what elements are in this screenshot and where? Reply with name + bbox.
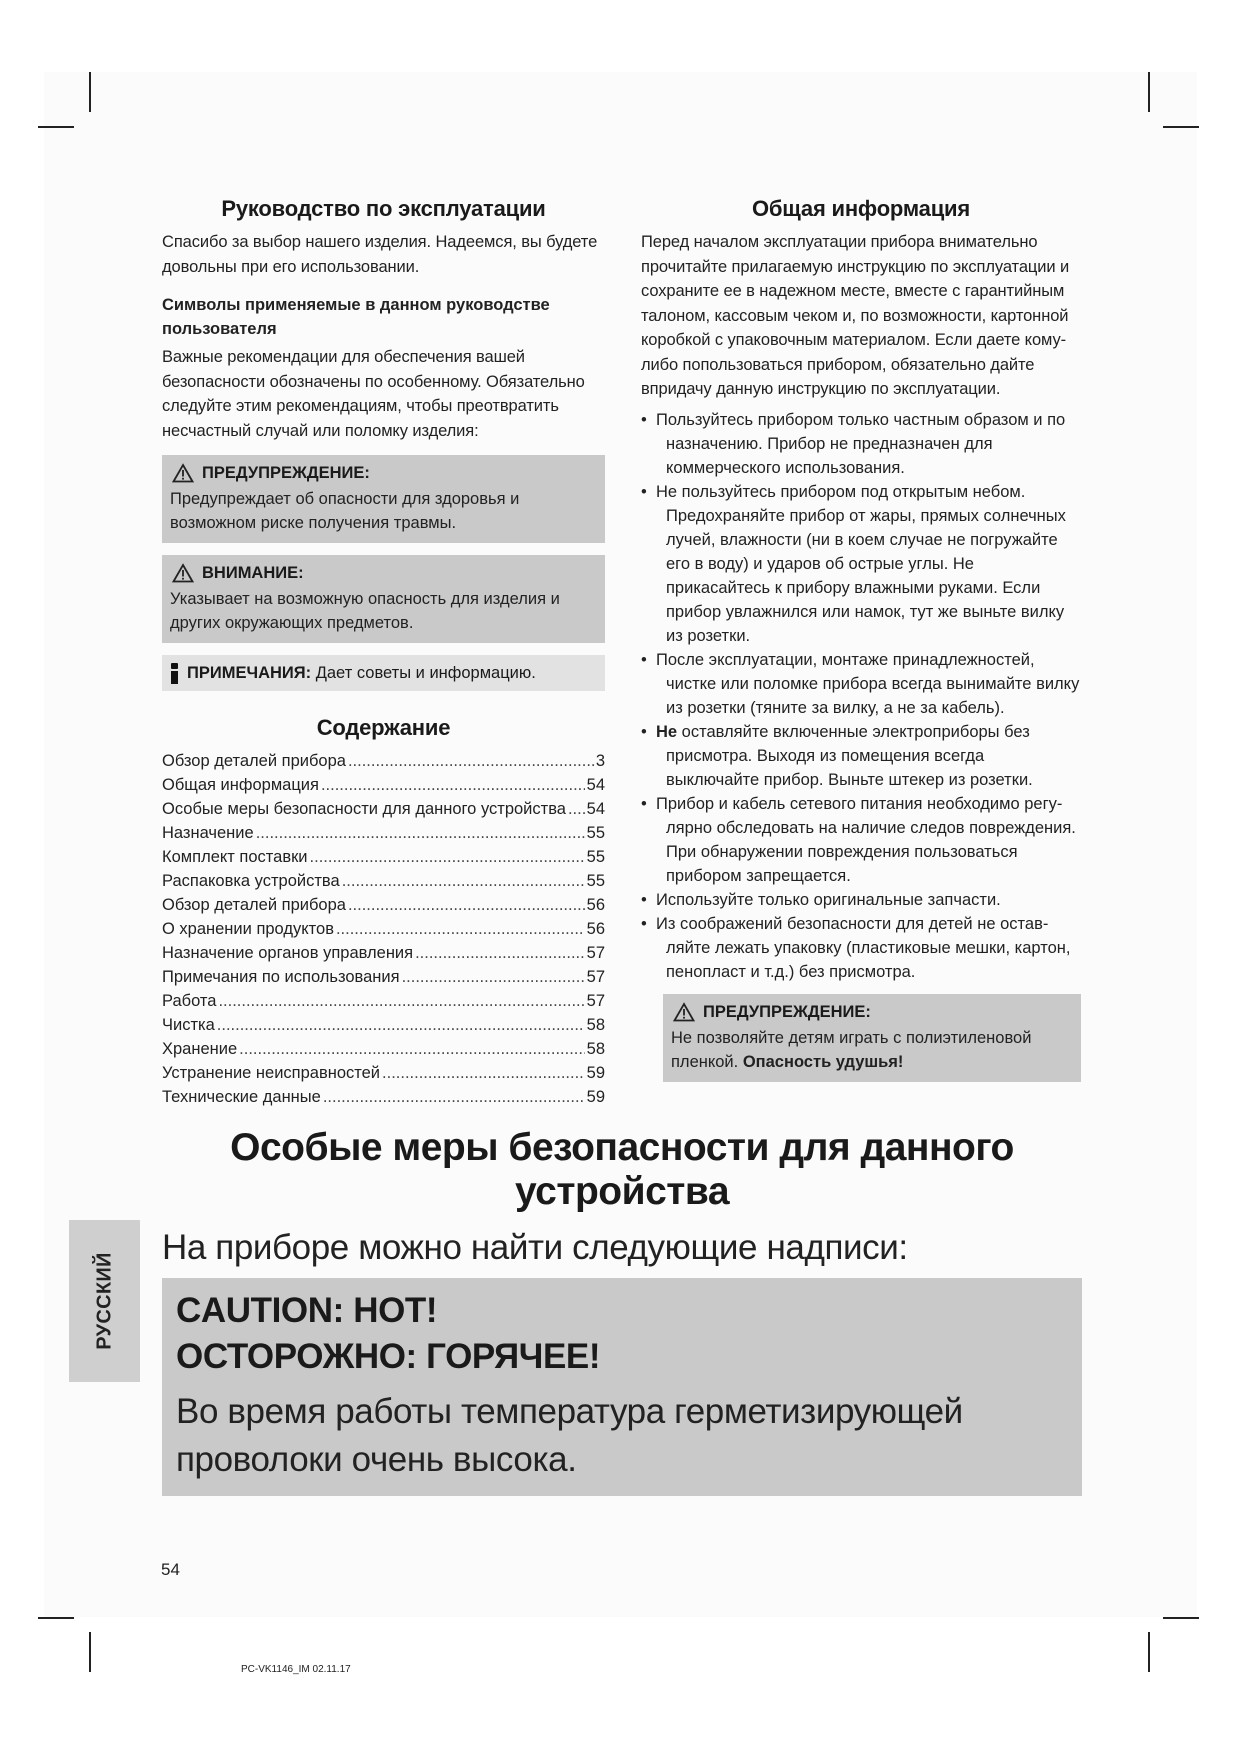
toc-row [162, 989, 605, 1013]
caution-en: CAUTION: HOT! [176, 1291, 438, 1330]
caution-hot-text: Во время работы температура герметизирующей проволоки очень высока. [176, 1392, 963, 1479]
toc-leader [348, 893, 585, 917]
language-label: РУССКИЙ [93, 1252, 115, 1350]
left-column [162, 196, 605, 1109]
toc-leader [336, 917, 585, 941]
general-info-title: Общая информация [752, 196, 970, 221]
right-warning-bold: Опасность удушья! [742, 1052, 904, 1071]
symbols-heading: Символы применяемые в данном руководстве пользователя [162, 296, 550, 338]
toc-leader [342, 869, 585, 893]
general-info-intro: Перед началом эксплуатации прибора внимательно прочитайте прилагаемую инструкцию по эксплуатации и сохраните ее в надежном месте, вместе с гарантийным талоном, кассовым чеком и, по возможности, картонной коробкой с упаковочным материалом. Если даете кому-либо попользоваться прибором, обязательно дайте впридачу данную инструкцию по эксплуатации. [641, 233, 1070, 398]
toc-leader [217, 1013, 585, 1037]
toc-entry-title: Назначение [162, 824, 254, 842]
bullet-continuation: назначению. Прибор не предназначен для коммерческого использования. [666, 434, 993, 477]
toc-leader [568, 797, 585, 821]
toc-entry-page: 56 [586, 896, 605, 914]
toc-entry-title: Назначение органов управления [162, 944, 414, 962]
toc-row [162, 1061, 605, 1085]
toc-row [162, 869, 605, 893]
bullet-bold: Не [656, 722, 678, 741]
toc-leader [415, 941, 585, 965]
toc-row [162, 941, 605, 965]
toc-entry-title: Хранение [162, 1040, 238, 1058]
bullet-continuation: чистке или поломке прибора всегда вынимайте вилку из розетки (тяните за вилку, а не за кабель). [666, 674, 1080, 717]
right-warning-box [663, 994, 1081, 1082]
toc-row [162, 845, 605, 869]
list-item [641, 480, 1081, 648]
crop-mark [1148, 1632, 1150, 1672]
list-item [641, 648, 1081, 720]
note-box [162, 655, 605, 691]
right-warning-text: Не позволяйте детям играть с полиэтиленовой пленкой. [671, 1028, 1032, 1071]
right-column [641, 196, 1081, 1082]
bullet-first-line: Из соображений безопасности для детей не остав- [656, 914, 1049, 933]
bullet-first-line: оставляйте включенные электроприборы без [677, 722, 1030, 741]
special-safety-section [162, 1126, 1082, 1496]
toc-leader [256, 821, 585, 845]
toc-row [162, 965, 605, 989]
toc-leader [239, 1037, 584, 1061]
toc-row [162, 917, 605, 941]
toc-row [162, 797, 605, 821]
list-item [641, 792, 1081, 888]
safety-lead: На приборе можно найти следующие надписи: [162, 1228, 908, 1267]
bullet-first-line: Не пользуйтесь прибором под открытым небом. [656, 482, 1026, 501]
caution-text: Указывает на возможную опасность для изделия и других окружающих предметов. [170, 590, 560, 632]
crop-mark [1163, 1617, 1199, 1619]
right-warning-label: ПРЕДУПРЕЖДЕНИЕ: [703, 1002, 871, 1021]
crop-mark [89, 72, 91, 112]
toc-leader [402, 965, 585, 989]
toc-entry-page: 59 [586, 1088, 605, 1106]
crop-mark [1163, 126, 1199, 128]
bullet-continuation: присмотра. Выходя из помещения всегда выключайте прибор. Выньте штекер из розетки. [666, 746, 1033, 789]
caution-triangle-icon [172, 563, 194, 583]
toc-entry-page: 58 [586, 1040, 605, 1058]
toc-entry-page: 3 [595, 752, 605, 770]
toc-entry-page: 59 [586, 1064, 605, 1082]
safety-title: Особые меры безопасности для данного устройства [230, 1126, 1014, 1213]
toc-entry-title: Обзор деталей прибора [162, 752, 346, 770]
toc-entry-title: Комплект поставки [162, 848, 308, 866]
bullet-first-line: Используйте только оригинальные запчасти. [656, 890, 1001, 909]
toc-entry-title: Обзор деталей прибора [162, 896, 346, 914]
toc-leader [310, 845, 585, 869]
toc-title: Содержание [316, 715, 451, 740]
toc-row [162, 821, 605, 845]
toc-entry-page: 57 [586, 944, 605, 962]
toc-row [162, 773, 605, 797]
list-item [641, 720, 1081, 792]
toc-row [162, 749, 605, 773]
caution-label: ВНИМАНИЕ: [202, 564, 304, 582]
hot-caution-box [162, 1278, 1082, 1496]
toc-entry-title: Особые меры безопасности для данного устройства [162, 800, 566, 818]
toc-leader [348, 749, 594, 773]
safety-bullet-list [641, 408, 1081, 984]
toc-row [162, 893, 605, 917]
toc-entry-title: Работа [162, 992, 217, 1010]
warning-triangle-icon [172, 463, 194, 483]
info-icon [170, 661, 179, 685]
toc-entry-page: 54 [586, 776, 605, 794]
toc-entry-page: 56 [586, 920, 605, 938]
toc-row [162, 1085, 605, 1109]
list-item [641, 408, 1081, 480]
crop-mark [89, 1632, 91, 1672]
bullet-first-line: После эксплуатации, монтаже принадлежностей, [656, 650, 1035, 669]
manual-title: Руководство по эксплуатации [221, 196, 546, 221]
note-text: Дает советы и информацию. [311, 664, 536, 682]
list-item [641, 888, 1081, 912]
toc-entry-title: Устранение неисправностей [162, 1064, 381, 1082]
toc-leader [321, 773, 585, 797]
toc-row [162, 1013, 605, 1037]
crop-mark [38, 1617, 74, 1619]
toc-entry-page: 57 [586, 968, 605, 986]
warning-box [162, 455, 605, 543]
toc-entry-title: Распаковка устройства [162, 872, 340, 890]
toc-entry-page: 57 [586, 992, 605, 1010]
language-tab [69, 1220, 140, 1382]
toc-entry-title: Примечания по использования [162, 968, 400, 986]
bullet-continuation: лярно обследовать на наличие следов повреждения. При обнаружении повреждения пользоваться прибором запрещается. [666, 818, 1076, 885]
toc-row [162, 1037, 605, 1061]
toc-entry-page: 55 [586, 872, 605, 890]
bullet-first-line: Прибор и кабель сетевого питания необходимо регу- [656, 794, 1063, 813]
toc-leader [382, 1061, 585, 1085]
caution-box [162, 555, 605, 643]
toc-entry-title: Чистка [162, 1016, 215, 1034]
bullet-continuation: ляйте лежать упаковку (пластиковые мешки, картон, пенопласт и т.д.) без присмотра. [666, 938, 1071, 981]
toc-entry-page: 54 [586, 800, 605, 818]
bullet-first-line: Пользуйтесь прибором только частным образом и по [656, 410, 1066, 429]
footer-code: PC-VK1146_IM 02.11.17 [241, 1664, 351, 1675]
page-number: 54 [161, 1560, 180, 1579]
intro-text: Спасибо за выбор нашего изделия. Надеемся, вы будете довольны при его использовании. [162, 233, 598, 276]
toc-leader [218, 989, 584, 1013]
toc-entry-title: О хранении продуктов [162, 920, 334, 938]
warning-text: Предупреждает об опасности для здоровья и возможном риске получения травмы. [170, 490, 520, 532]
caution-ru: ОСТОРОЖНО: ГОРЯЧЕЕ! [176, 1337, 601, 1376]
crop-mark [1148, 72, 1150, 112]
toc-entry-title: Общая информация [162, 776, 319, 794]
bullet-continuation: Предохраняйте прибор от жары, прямых солнечных лучей, влажности (ни в коем случае не погружайте его в воду) и ударов об острые углы. Не прикасайтесь к прибору влажными руками. Если прибор увлажнился или намок, тут же выньте вилку из розетки. [666, 506, 1066, 645]
toc-entry-title: Технические данные [162, 1088, 321, 1106]
warning-triangle-icon [673, 1002, 695, 1022]
symbols-text: Важные рекомендации для обеспечения вашей безопасности обозначены по особенному. Обязательно следуйте этим рекомендациям, чтобы преотвратить несчастный случай или поломку изделия: [162, 348, 585, 440]
toc-entry-page: 55 [586, 824, 605, 842]
toc-entry-page: 55 [586, 848, 605, 866]
toc-entry-page: 58 [586, 1016, 605, 1034]
warning-label: ПРЕДУПРЕЖДЕНИЕ: [202, 464, 370, 482]
table-of-contents [162, 749, 605, 1109]
note-label: ПРИМЕЧАНИЯ: [187, 664, 312, 682]
list-item [641, 912, 1081, 984]
toc-leader [323, 1085, 585, 1109]
crop-mark [38, 126, 74, 128]
